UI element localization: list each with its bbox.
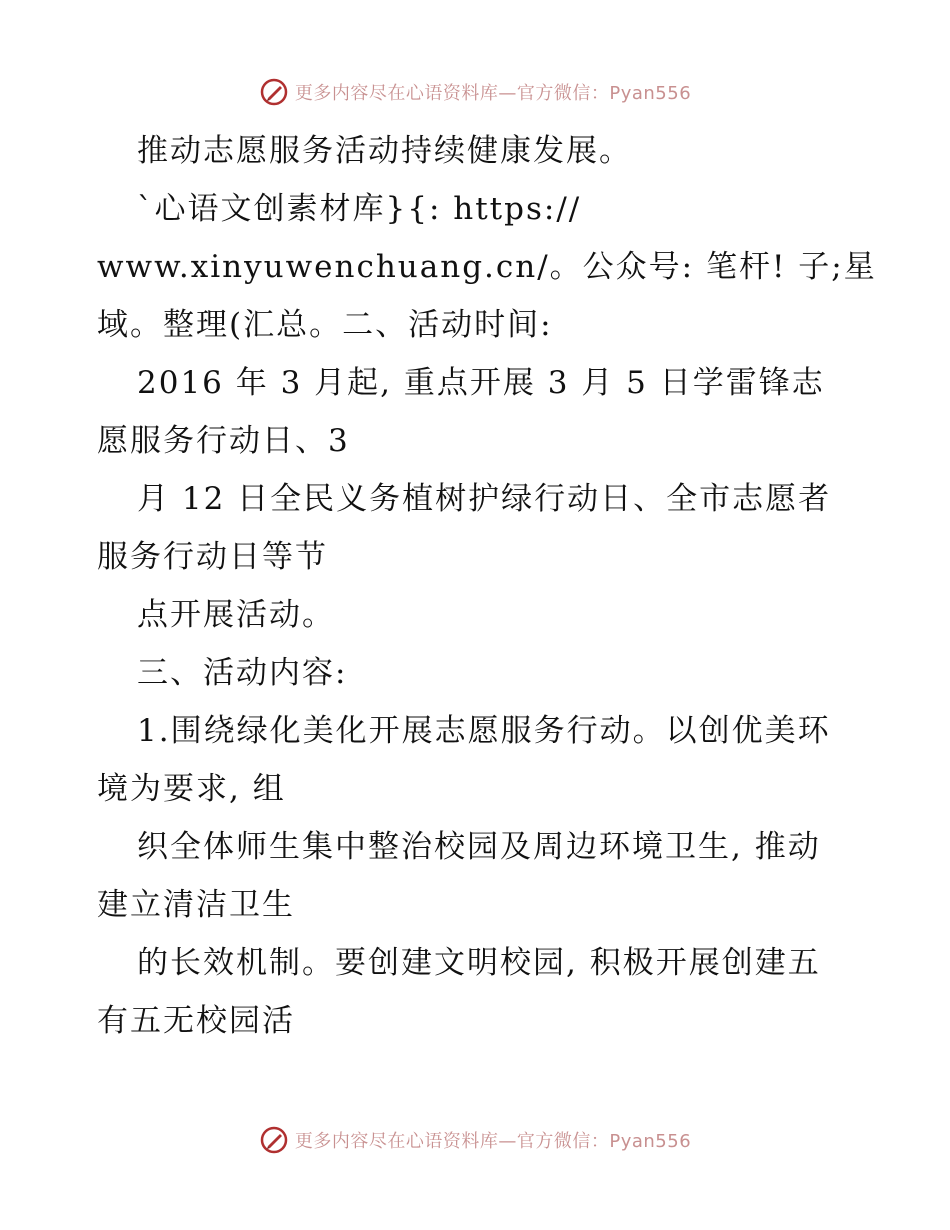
body-line: 建立清洁卫生	[97, 887, 295, 923]
footer-watermark	[0, 1120, 950, 1160]
body-line: 月 12 日全民义务植树护绿行动日、全市志愿者	[137, 481, 832, 517]
pen-logo-icon	[259, 77, 289, 107]
body-line: 域。整理(汇总。二、活动时间:	[97, 307, 553, 343]
body-line: 点开展活动。	[137, 597, 335, 633]
body-line: 愿服务行动日、3	[97, 423, 350, 459]
body-line: 境为要求, 组	[97, 771, 286, 807]
header-watermark-text: 更多内容尽在心语资料库—官方微信：Pyan556	[294, 83, 692, 104]
document-body	[97, 122, 877, 1050]
pen-logo-icon	[259, 1125, 289, 1155]
body-line: 1.围绕绿化美化开展志愿服务行动。以创优美环	[137, 713, 831, 749]
body-line: `心语文创素材库}{: https://	[137, 191, 582, 227]
body-line: 2016 年 3 月起, 重点开展 3 月 5 日学雷锋志	[137, 365, 825, 401]
body-line: 推动志愿服务活动持续健康发展。	[137, 133, 632, 169]
body-line: 服务行动日等节	[97, 539, 328, 575]
body-line: 织全体师生集中整治校园及周边环境卫生, 推动	[137, 829, 821, 865]
body-line: 的长效机制。要创建文明校园, 积极开展创建五	[137, 945, 821, 981]
body-line: www.xinyuwenchuang.cn/。公众号: 笔杆! 子;星	[97, 249, 877, 285]
body-line: 有五无校园活	[97, 1003, 295, 1039]
footer-watermark-text: 更多内容尽在心语资料库—官方微信：Pyan556	[294, 1131, 692, 1152]
header-watermark	[0, 72, 950, 112]
body-line: 三、活动内容:	[137, 655, 348, 691]
